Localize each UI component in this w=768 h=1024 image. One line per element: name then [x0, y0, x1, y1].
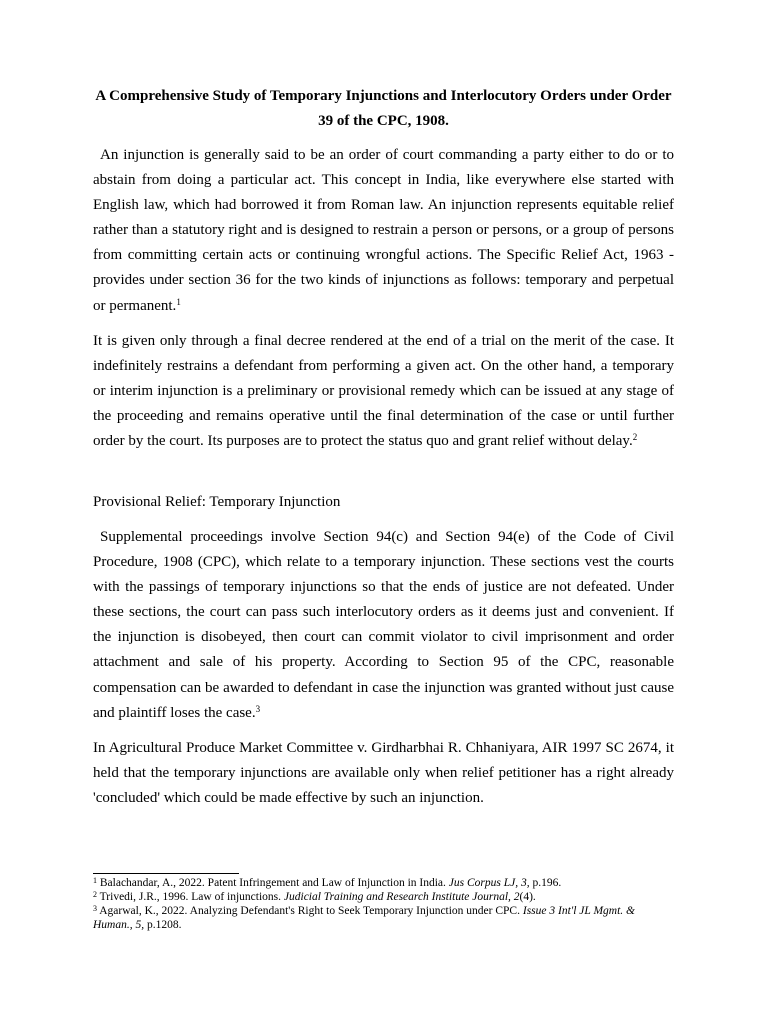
paragraph-text: Supplemental proceedings involve Section 94(c) and Section 94(e) of the Code of Civil Procedure, 1908 (CPC), which relate to a temporary injunction. These sections vest the courts with the passings of temporary injunctions so that the ends of justice are not defeated. Under these sections, the court can pass such interlocutory orders as it deems just and convenient. If the injunction is disobeyed, then court can commit violator to civil imprisonment and order attachment and sale of his property. According to Section 95 of the CPC, reasonable compensation can be awarded to defendant in case the injunction was granted without just cause and plaintiff loses the case. [93, 529, 674, 721]
footnote-tail: p.196. [532, 877, 562, 889]
footnote-journal: Judicial Training and Research Institute Journal, 2 [283, 890, 520, 903]
paragraph-final-decree [93, 329, 674, 454]
footnote-ref: 1 [176, 296, 181, 307]
section-heading: Provisional Relief: Temporary Injunction [93, 494, 341, 510]
footnote-journal: Issue 3 Int'l JL Mgmt. & Human., 5, [93, 904, 635, 931]
footnote-separator [93, 873, 239, 874]
footnote [93, 891, 674, 905]
paragraph-text: An injunction is generally said to be an order of court commanding a party either to do or to abstain from doing a particular act. This concept in India, like everywhere else started with English law, which had borrowed it from Roman law. An injunction represents equitable relief rather than a statutory right and is designed to restrain a person or persons, or a group of persons from committing certain acts or continuing wrongful actions. The Specific Relief Act, 1963 - provides under section 36 for the two kinds of injunctions as follows: temporary and perpetual or permanent. [93, 147, 674, 314]
footnote-tail: p.1208. [147, 918, 182, 931]
paragraph-case-law: In Agricultural Produce Market Committee v. Girdharbhai R. Chhaniyara, AIR 1997 SC 2674, it held that the temporary injunctions are available only when relief petitioner has a right already 'concluded' which could be made effective by such an injunction. [93, 740, 674, 807]
footnote-ref: 2 [632, 432, 638, 443]
footnote-journal: Jus Corpus LJ, 3, [448, 877, 530, 889]
footnote-number: 1 [93, 876, 97, 885]
footnote [93, 905, 674, 933]
paragraph-supplemental-proceedings [93, 525, 674, 726]
footnote-tail: (4). [519, 890, 536, 903]
footnote-ref: 3 [255, 703, 261, 714]
paragraph-injunction-definition [93, 143, 674, 319]
footnote-text: Balachandar, A., 2022. Patent Infringement and Law of Injunction in India. [99, 877, 446, 889]
document-title: A Comprehensive Study of Temporary Injunctions and Interlocutory Orders under Order 39 of the CPC, 1908. [95, 88, 672, 129]
footnote-text: Trivedi, J.R., 1996. Law of injunctions. [99, 890, 282, 903]
footnotes [93, 877, 674, 933]
footnote [93, 877, 674, 891]
paragraph-text: It is given only through a final decree rendered at the end of a trial on the merit of the case. It indefinitely restrains a defendant from performing a given act. On the other hand, a temporary or interim injunction is a preliminary or provisional remedy which can be issued at any stage of the proceeding and remains operative until the final determination of the case or until further order by the court. Its purposes are to protect the status quo and grant relief without delay. [93, 333, 674, 450]
footnote-number: 2 [93, 889, 97, 899]
footnote-text: Agarwal, K., 2022. Analyzing Defendant's Right to Seek Temporary Injunction under CPC. [99, 904, 520, 917]
footnote-number: 3 [93, 903, 97, 913]
